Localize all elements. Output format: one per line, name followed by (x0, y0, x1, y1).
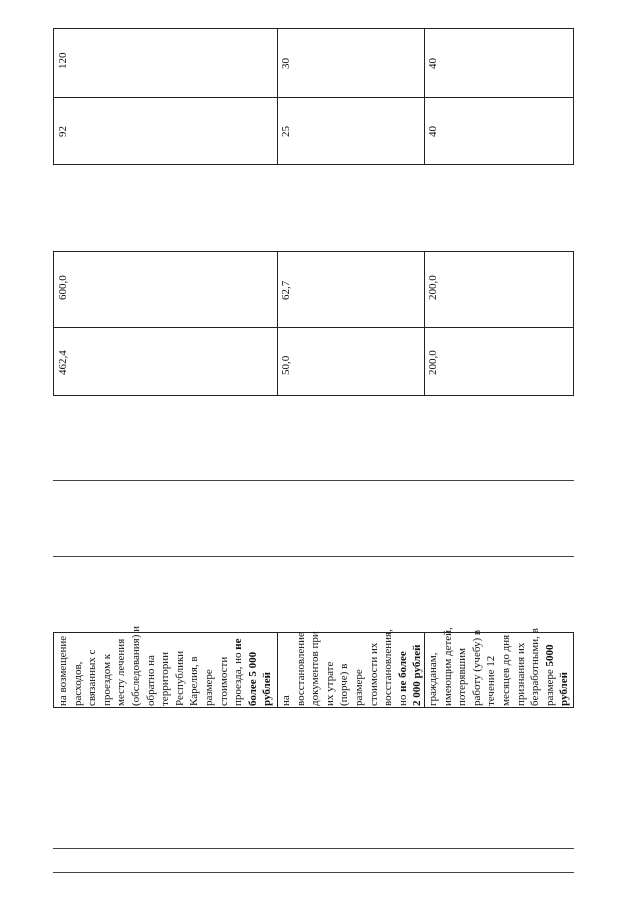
text-line: на (280, 695, 292, 706)
text-line: проездом к (100, 653, 113, 706)
table-bottom-cell-2 (279, 629, 425, 706)
text-line: (обследования) и (129, 625, 142, 706)
table-mid-cell: 200,0 (427, 275, 439, 300)
text-line: на возмещение (57, 635, 69, 706)
text-line: работу (учебу) в (470, 629, 483, 706)
text-line: обратно на (144, 655, 157, 706)
table-top-cell: 25 (280, 126, 292, 137)
table-mid-cell: 50,0 (280, 355, 292, 375)
table-bottom-cell-3 (426, 627, 572, 706)
text-line: Республики (173, 650, 186, 706)
separator-line (53, 872, 574, 873)
text-line: течение 12 (485, 655, 498, 706)
text-line: месту лечения (115, 638, 128, 706)
text-line: стоимости (217, 656, 230, 706)
table-mid-cell: 200,0 (427, 350, 439, 375)
text-line: восстановления, (382, 629, 395, 706)
text-line: имеющим детей, (441, 627, 454, 706)
separator-line (53, 848, 574, 849)
text-line: месяцев до дня (499, 634, 512, 706)
text-line: размере (352, 669, 365, 706)
text-line: документов при (309, 631, 322, 706)
text-line: более 5 000 (246, 651, 259, 706)
text-line: Карелия, в (188, 656, 201, 706)
text-line: стоимости их (367, 642, 380, 706)
table-top-cell: 92 (57, 126, 69, 137)
text-line: но не более (396, 651, 409, 706)
separator-line (53, 556, 574, 557)
text-line: размере 5000 (543, 644, 556, 706)
text-line: гражданам, (427, 652, 439, 706)
text-line: потерявшим (456, 647, 469, 706)
table-mid-cell: 462,4 (57, 350, 69, 375)
text-line: 2 000 рублей (411, 644, 424, 706)
table-mid-cell: 600,0 (57, 275, 69, 300)
text-line: их утрате (323, 661, 336, 706)
table-bottom-cell-1 (56, 626, 275, 706)
text-line: проезда, но не (232, 638, 245, 706)
text-line: связанных с (86, 649, 99, 706)
text-line: признания их (514, 642, 527, 706)
text-line: восстановление (294, 632, 307, 706)
text-line: расходов, (71, 661, 84, 706)
table-mid (53, 251, 574, 396)
text-line: рублей (558, 672, 571, 706)
table-mid-cell: 62,7 (280, 280, 292, 300)
separator-line (53, 480, 574, 481)
text-line: (порче) в (338, 663, 351, 706)
table-top-cell: 30 (280, 58, 292, 69)
table-top-cell: 120 (57, 52, 69, 69)
text-line: рублей (261, 672, 274, 706)
table-top-cell: 40 (427, 126, 439, 137)
text-line: территории (159, 651, 172, 706)
table-top-cell: 40 (427, 58, 439, 69)
text-line: размере (202, 669, 215, 706)
table-top (53, 28, 574, 165)
text-line: безработными, в (529, 628, 542, 706)
